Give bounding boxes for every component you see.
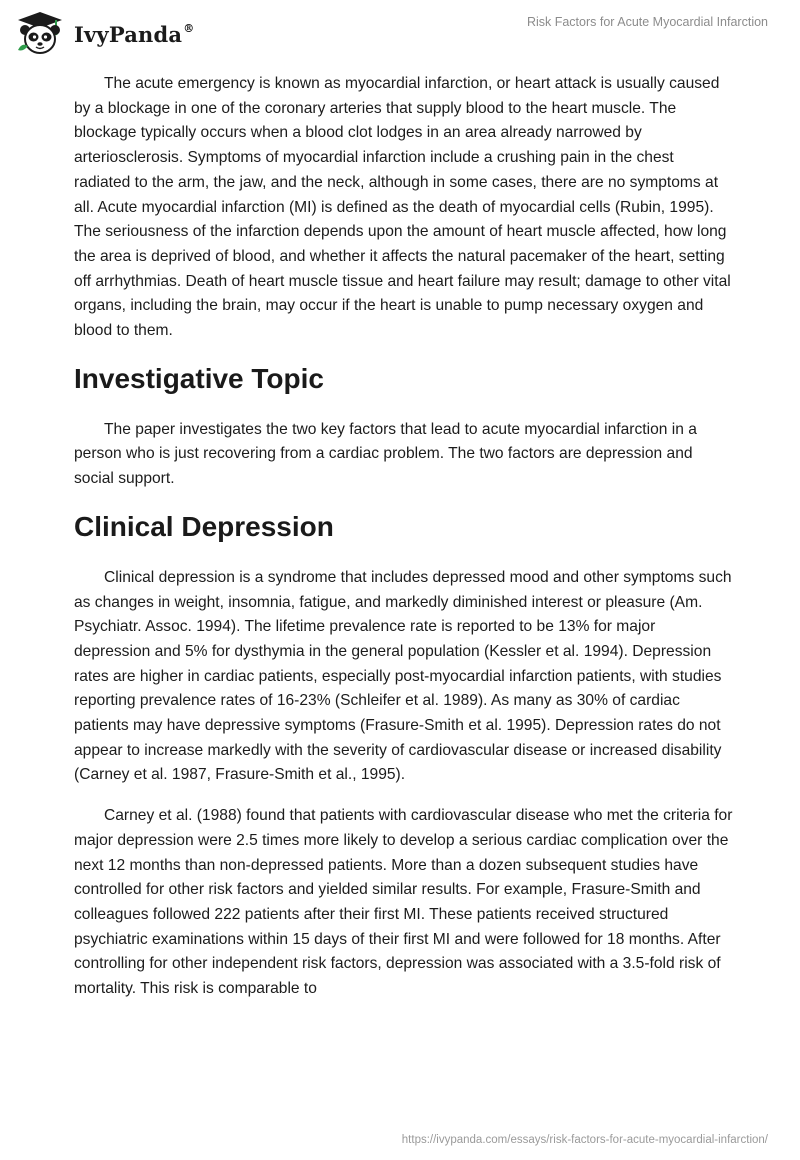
paragraph: Clinical depression is a syndrome that includes depressed mood and other symptoms such as changes in weight, insomnia, fatigue, and markedly diminished interest or pleasure (Am. Psychiatr. Assoc. 1994). The lifetime prevalence rate is reported to be 13% for major depression and 5% for dysthymia in the general population (Kessler et al. 1994). Depression rates are higher in cardiac patients, especially post-myocardial infarction patients, with studies reporting prevalence rates of 16-23% (Schleifer et al. 1989). As many as 30% of cardiac patients may have depressive symptoms (Frasure-Smith et al. 1995). Depression rates do not appear to increase markedly with the severity of cardiovascular disease or increased disability (Carney et al. 1987, Frasure-Smith et al., 1995). bbox=[74, 568, 732, 784]
logo-wordmark: IvyPanda® bbox=[74, 21, 195, 47]
source-url[interactable]: https://ivypanda.com/essays/risk-factors-for-acute-myocardial-infarction/ bbox=[401, 1134, 768, 1146]
paragraph: The acute emergency is known as myocardial infarction, or heart attack is usually caused by a blockage in one of the coronary arteries that supply blood to the heart muscle. The blockage typically occurs when a blood clot lodges in an area already narrowed by arteriosclerosis. Symptoms of myocardial infarction include a crushing pain in the chest radiated to the arm, the jaw, and the neck, although in some cases, there are no symptoms at all. Acute myocardial infarction (MI) is defined as the death of myocardial cells (Rubin, 1995). The seriousness of the infarction depends upon the amount of heart muscle affected, how long the area is deprived of blood, and whether it affects the natural pacemaker of the heart, setting off arrhythmias. Death of heart muscle tissue and heart failure may result; damage to other vital organs, including the brain, may occur if the heart is unable to pump necessary oxygen and blood to them. bbox=[74, 75, 731, 340]
section-heading-investigative-topic: Investigative Topic bbox=[74, 362, 324, 394]
paragraph: Carney et al. (1988) found that patients with cardiovascular disease who met the criteria for major depression were 2.5 times more likely to develop a serious cardiac complication over the next 12 months than non-depressed patients. More than a dozen subsequent studies have controlled for other risk factors and yielded similar results. For example, Frasure-Smith and colleagues followed 222 patients after their first MI. These patients received structured psychiatric examinations within 15 days of their first MI and were followed for 18 months. After controlling for other independent risk factors, depression was associated with a 3.5-fold risk of mortality. This risk is comparable to bbox=[74, 807, 733, 998]
document-title: Risk Factors for Acute Myocardial Infarction bbox=[526, 15, 768, 29]
page-header bbox=[0, 0, 800, 64]
section-heading-clinical-depression: Clinical Depression bbox=[74, 510, 334, 542]
paragraph: The paper investigates the two key factors that lead to acute myocardial infarction in a person who is just recovering from a cardiac problem. The two factors are depression and social support. bbox=[74, 420, 697, 488]
panda-graduate-icon bbox=[14, 10, 66, 56]
ivypanda-logo[interactable] bbox=[14, 10, 194, 56]
essay-body bbox=[74, 72, 734, 1018]
